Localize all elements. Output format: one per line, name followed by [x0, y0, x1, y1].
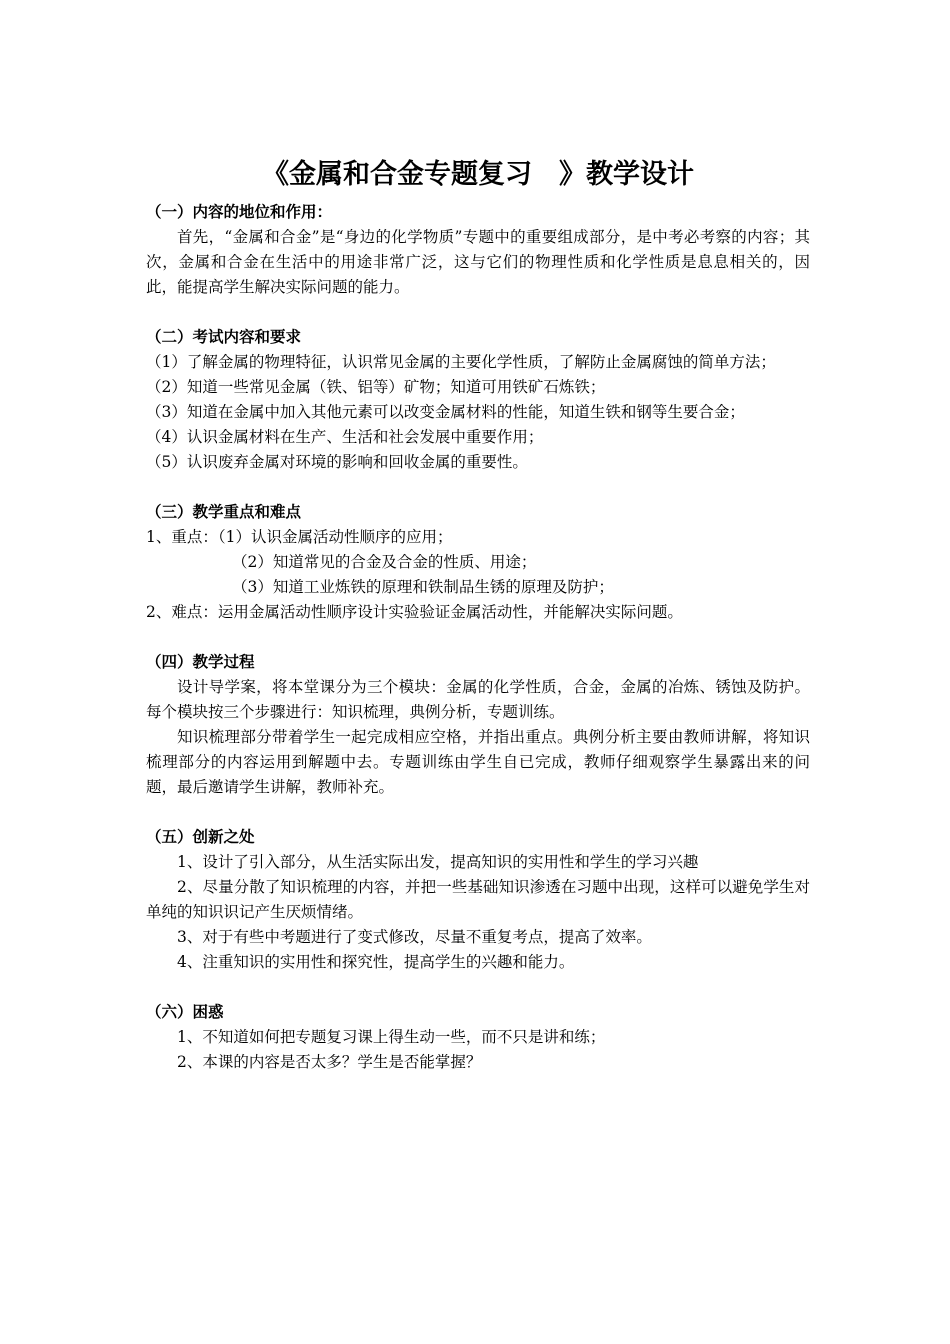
list-item: 3、对于有些中考题进行了变式修改，尽量不重复考点，提高了效率。: [177, 928, 652, 946]
spacer: [146, 300, 810, 325]
section-heading: （四）教学过程: [146, 653, 255, 671]
spacer: [146, 800, 810, 825]
section-doubts: [146, 1000, 810, 1075]
list-item: （4）认识金属材料在生产、生活和社会发展中重要作用；: [146, 428, 544, 446]
list-item: 1、重点：（1）认识金属活动性顺序的应用；: [146, 528, 453, 546]
document-page: [146, 150, 810, 1075]
spacer: [146, 975, 810, 1000]
list-item: （3）知道工业炼铁的原理和铁制品生锈的原理及防护；: [232, 578, 614, 596]
document-title: 《金属和合金专题复习 》教学设计: [262, 159, 694, 190]
section-heading: （二）考试内容和要求: [146, 328, 302, 346]
section-heading: （五）创新之处: [146, 828, 255, 846]
list-item: （2）知道一些常见金属（铁、铝等）矿物；知道可用铁矿石炼铁；: [146, 378, 606, 396]
list-item: 2、本课的内容是否太多？学生是否能掌握？: [177, 1053, 482, 1071]
spacer: [146, 625, 810, 650]
paragraph: 设计导学案，将本堂课分为三个模块：金属的化学性质，合金，金属的冶炼、锈蚀及防护。每个模块按三个步骤进行：知识梳理，典例分析，专题训练。: [146, 678, 810, 721]
section-heading: （三）教学重点和难点: [146, 503, 302, 521]
section-teaching-process: [146, 650, 810, 800]
list-item: 4、注重知识的实用性和探究性，提高学生的兴趣和能力。: [177, 953, 575, 971]
list-item: 2、尽量分散了知识梳理的内容，并把一些基础知识渗透在习题中出现，这样可以避免学生对单纯的知识识记产生厌烦情绪。: [146, 878, 810, 921]
list-item: 2、难点：运用金属活动性顺序设计实验验证金属活动性，并能解决实际问题。: [146, 603, 683, 621]
section-heading: （六）困惑: [146, 1003, 224, 1021]
list-item: 1、不知道如何把专题复习课上得生动一些，而不只是讲和练；: [177, 1028, 606, 1046]
spacer: [146, 475, 810, 500]
section-exam-requirements: [146, 325, 810, 475]
list-item: （2）知道常见的合金及合金的性质、用途；: [232, 553, 537, 571]
paragraph: 知识梳理部分带着学生一起完成相应空格，并指出重点。典例分析主要由教师讲解，将知识梳理部分的内容运用到解题中去。专题训练由学生自已完成，教师仔细观察学生暴露出来的问题，最后邀请学生讲解，教师补充。: [146, 728, 810, 796]
section-position-role: [146, 200, 810, 300]
list-item: （3）知道在金属中加入其他元素可以改变金属材料的性能，知道生铁和钢等生要合金；: [146, 403, 745, 421]
section-key-points: [146, 500, 810, 625]
list-item: （1）了解金属的物理特征，认识常见金属的主要化学性质，了解防止金属腐蚀的简单方法；: [146, 353, 776, 371]
list-item: （5）认识废弃金属对环境的影响和回收金属的重要性。: [146, 453, 528, 471]
section-heading: （一）内容的地位和作用：: [146, 203, 333, 221]
paragraph: 首先，“金属和合金”是“身边的化学物质”专题中的重要组成部分，是中考必考察的内容；其次，金属和合金在生活中的用途非常广泛，这与它们的物理性质和化学性质是息息相关的，因此，能提高学生解决实际问题的能力。: [146, 228, 810, 296]
list-item: 1、设计了引入部分，从生活实际出发，提高知识的实用性和学生的学习兴趣: [177, 853, 699, 871]
section-innovations: [146, 825, 810, 975]
